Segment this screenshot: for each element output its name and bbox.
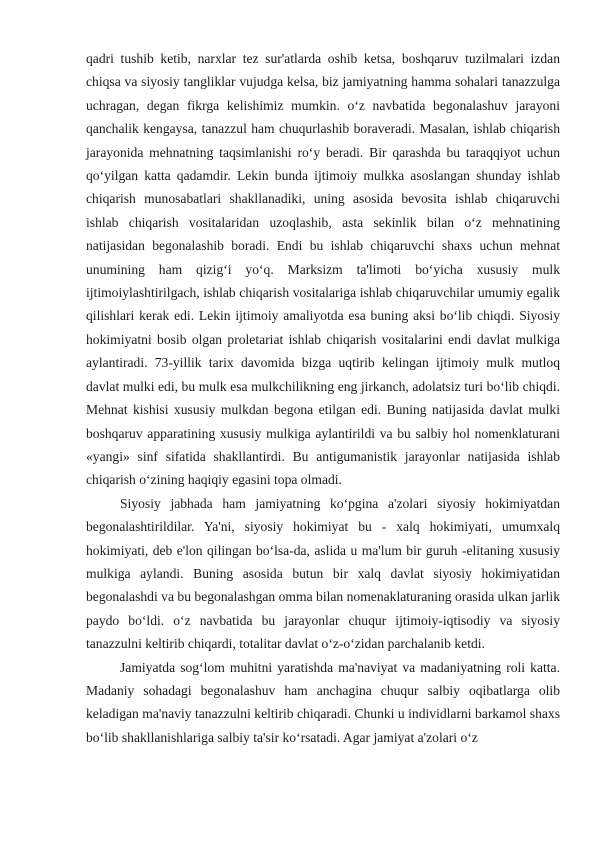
paragraph-2: Siyosiy jabhada ham jamiyatning ko‘pgina a'zolari siyosiy hokimiyatdan begonalashtirildilar. Ya'ni, siyosiy hokimiyat bu - xalq hokimiyati, umumxalq hokimiyati, deb e'lon qilingan bo‘lsa-da, aslida u ma'lum bir guruh -elitaning xususiy mulkiga aylandi. Buning asosida butun bir xalq davlat siyosiy hokimiyatidan begonalashdi va bu begonalashgan omma bilan nomenaklaturaning orasida ulkan jarlik paydo bo‘ldi. o‘z navbatida bu jarayonlar chuqur ijtimoiy-iqtisodiy va siyosiy tanazzulni keltirib chiqardi, totalitar davlat o‘z-o‘zidan parchalanib ketdi. [86, 495, 560, 652]
paragraph-1: qadri tushib ketib, narxlar tez sur'atlarda oshib ketsa, boshqaruv tuzilmalari izdan chiqsa va siyosiy tangliklar vujudga kelsa, biz jamiyatning hamma sohalari tanazzulga uchragan, degan fikrga kelishimiz mumkin. o‘z navbatida begonalashuv jarayoni qanchalik kengaysa, tanazzul ham chuqurlashib boraveradi. Masalan, ishlab chiqarish jarayonida mehnatning taqsimlanishi ro‘y beradi. Bir qarashda bu taraqqiyot uchun qo‘yilgan katta qadamdir. Lekin bunda ijtimoiy mulkka asoslangan shunday ishlab chiqarish munosabatlari shakllanadiki, uning asosida bevosita ishlab chiqaruvchi ishlab chiqarish vositalaridan uzoqlashib, asta sekinlik bilan o‘z mehnatining natijasidan begonalashib boradi. Endi bu ishlab chiqaruvchi shaxs uchun mehnat unumining ham qizig‘i yo‘q. Marksizm ta'limoti bo‘yicha xususiy mulk ijtimoiylashtirilgach, ishlab chiqarish vositalariga ishlab chiqaruvchilar umumiy egalik qilishlari kerak edi. Lekin ijtimoiy amaliyotda esa buning aksi bo‘lib chiqdi. Siyosiy hokimiyatni bosib olgan proletariat ishlab chiqarish vositalarini endi davlat mulkiga aylantiradi. 73-yillik tarix davomida bizga uqtirib kelingan ijtimoiy mulk mutloq davlat mulki edi, bu mulk esa mulkchilikning eng jirkanch, adolatsiz turi bo‘lib chiqdi. Mehnat kishisi xususiy mulkdan begona etilgan edi. Buning natijasida davlat mulki boshqaruv apparatining xususiy mulkiga aylantirildi va bu salbiy hol nomenklaturani «yangi» sinf sifatida shakllantirdi. Bu antigumanistik jarayonlar natijasida ishlab chiqarish o‘zining haqiqiy egasini topa olmadi. [86, 51, 560, 488]
paragraph-3: Jamiyatda sog‘lom muhitni yaratishda ma'naviyat va madaniyatning roli katta. Madaniy sohadagi begonalashuv ham anchagina chuqur salbiy oqibatlarga olib keladigan ma'naviy tanazzulni keltirib chiqaradi. Chunki u individlarni barkamol shaxs bo‘lib shakllanishlariga salbiy ta'sir ko‘rsatadi. Agar jamiyat a'zolari o‘z [86, 659, 560, 745]
